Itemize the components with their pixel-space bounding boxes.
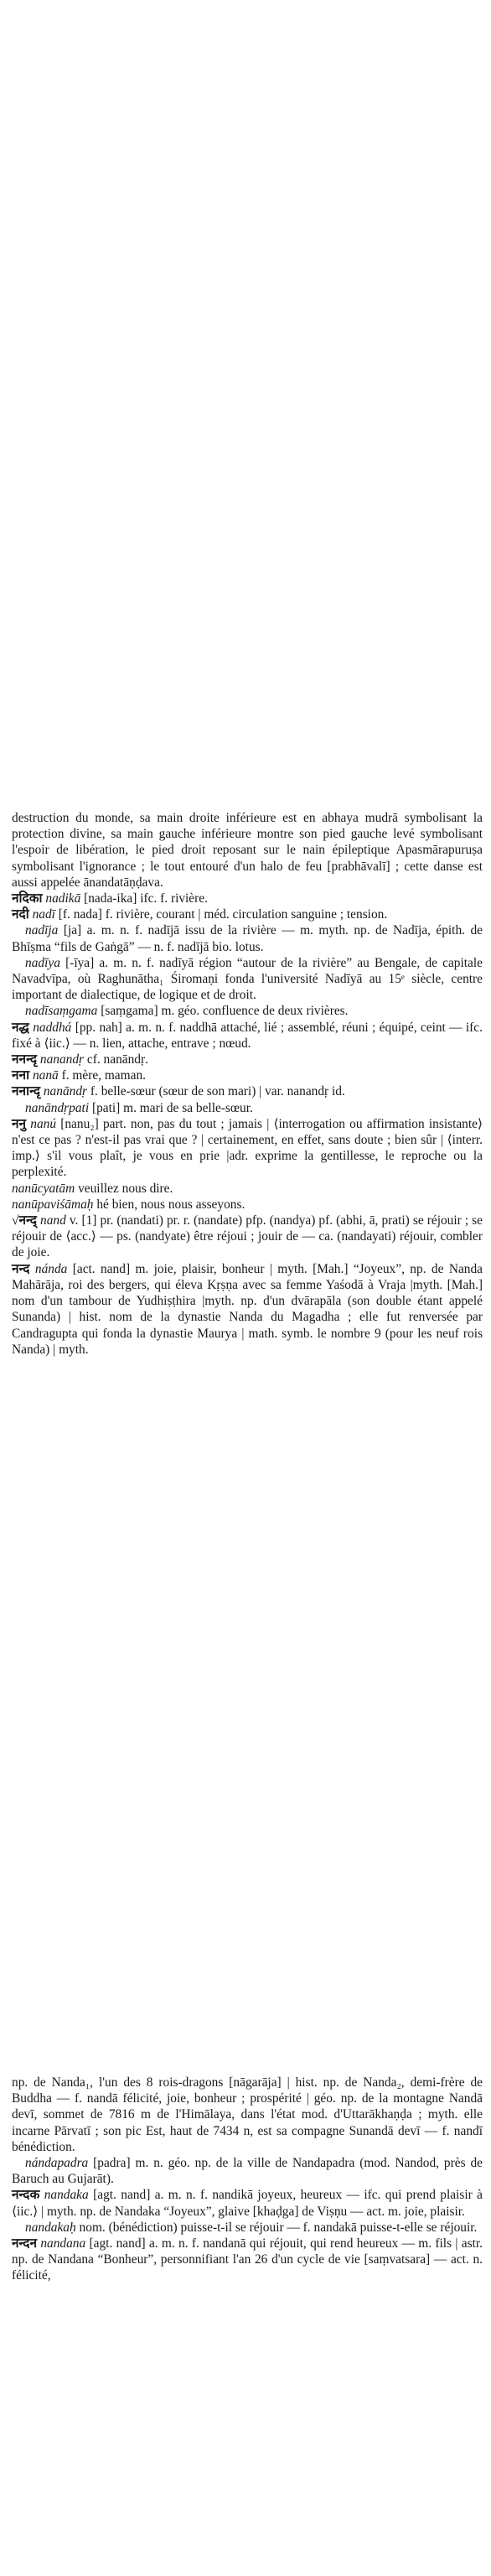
entry-lemma: nandakaḥ	[25, 2220, 76, 2235]
dictionary-entry	[12, 1083, 483, 1099]
entry-headword-devanagari: √नन्द्	[12, 1213, 37, 1228]
entry-headword-devanagari: नन्दक	[12, 2188, 40, 2203]
entry-definition: [pati] m. mari de sa belle-sœur.	[89, 1100, 253, 1115]
entry-lemma: nadī	[32, 907, 55, 922]
entry-definition: [-īya] a. m. n. f. nadīyā région “autour de la rivière” au Bengale, de capitale Navadvīpa, où Raghunātha₁ Śiromaṇi fonda l'université Nadīyā au 15ᵉ siècle, centre important de dialectique, de logique et de droit.	[12, 955, 483, 1003]
entry-definition: nom. (bénédiction) puisse-t-il se réjouir — f. nandakā puisse-t-elle se réjouir.	[75, 2220, 478, 2235]
entry-headword-devanagari: नन्दन	[12, 2236, 38, 2251]
entry-definition: [nada-ika] ifc. f. rivière.	[80, 891, 208, 906]
dictionary-entry	[12, 1261, 483, 1358]
entry-lemma: nadīya	[25, 955, 60, 970]
entry-definition: [pp. nah] a. m. n. f. naddhā attaché, lié ; assemblé, réuni ; équipé, ceint — ifc. fixé à ⟨iic.⟩ — n. lien, attache, entrave ; nœud.	[12, 1020, 483, 1051]
dictionary-entry	[12, 2187, 483, 2219]
entry-definition: [padra] m. n. géo. np. de la ville de Nandapadra (mod. Nandod, près de Baruch au Gujarāt).	[12, 2156, 483, 2187]
dictionary-entry	[12, 2236, 483, 2284]
entry-headword-devanagari: ननान्दृ	[12, 1084, 40, 1099]
entry-lemma: nadīja	[25, 923, 59, 938]
entry-definition: [f. nada] f. rivière, courant | méd. circulation sanguine ; tension.	[54, 907, 388, 922]
entry-headword-devanagari: ननन्दृ	[12, 1052, 38, 1067]
entry-definition: cf. nanāndṛ.	[84, 1052, 148, 1067]
dictionary-entry	[12, 891, 483, 906]
dictionary-entry	[12, 1116, 483, 1181]
entry-definition: veuillez nous dire.	[75, 1181, 173, 1196]
entry-headword-devanagari: ननु	[12, 1116, 27, 1131]
entry-lemma: nándapadra	[25, 2156, 89, 2171]
dictionary-entry	[12, 1067, 483, 1083]
entry-lemma: nanā	[32, 1068, 59, 1083]
entry-lemma: naddhá	[33, 1020, 72, 1035]
dictionary-entry	[12, 1003, 483, 1019]
entry-definition: destruction du monde, sa main droite inférieure est en abhaya mudrā symbolisant la protection divine, sa main gauche inférieure montre son pied gauche levé symbolisant l'espoir de libération, le pied droit reposant sur le nain épileptique Apasmārapuruṣa symbolisant l'ignorance ; le tout entouré d'un halo de feu [prabhāvalī] ; cette danse est aussi appelée ānandatāṇḍava.	[12, 811, 483, 890]
dictionary-entry	[12, 1213, 483, 1261]
entry-definition: hé bien, nous nous asseyons.	[93, 1197, 246, 1212]
entry-definition: [agt. nand] a. m. n. f. nandanā qui réjouit, qui rend heureux — m. fils | astr. np. de Nandana “Bonheur”, personnifiant l'an 26 d'un cycle de vie [saṃvatsara] — act. n. félicité,	[12, 2236, 483, 2283]
entry-lemma: nanāndṛpati	[25, 1100, 90, 1115]
entry-definition: f. mère, maman.	[58, 1068, 146, 1083]
dictionary-entry	[12, 2075, 483, 2155]
entry-lemma: nanú	[30, 1116, 57, 1131]
entry-lemma: nanūcyatām	[12, 1181, 75, 1196]
lower-text-block	[12, 2075, 483, 2284]
dictionary-entry	[12, 906, 483, 922]
entry-lemma: nandana	[40, 2236, 86, 2251]
entry-lemma: nanāndṛ	[43, 1084, 88, 1099]
entry-definition: f. belle-sœur (sœur de son mari) | var. nanandṛ id.	[87, 1084, 345, 1099]
dictionary-entry	[12, 1052, 483, 1067]
dictionary-entry	[12, 1181, 483, 1197]
entry-headword-devanagari: नद्ध	[12, 1020, 29, 1035]
dictionary-entry	[12, 922, 483, 954]
dictionary-entry	[12, 810, 483, 891]
entry-headword-devanagari: नदिका	[12, 891, 43, 906]
entry-lemma: nand	[40, 1213, 66, 1228]
entry-definition: [nanu₂] part. non, pas du tout ; jamais | ⟨interrogation ou affirmation insistante⟩ n'est ce pas ? n'est-il pas vrai que ? | certainement, en effet, sans doute ; bien sûr | ⟨interr. imp.⟩ s'il vous plaît, je vous en prie |adr. exprime la gentillesse, le reproche ou la perplexité.	[12, 1116, 483, 1180]
entry-definition: [saṃgama] m. géo. confluence de deux rivières.	[97, 1004, 349, 1019]
entry-lemma: nadikā	[45, 891, 81, 906]
dictionary-entry	[12, 2220, 483, 2236]
dictionary-entry	[12, 1100, 483, 1116]
entry-lemma: nadīsaṃgama	[25, 1004, 98, 1019]
entry-definition: [ja] a. m. n. f. nadījā issu de la rivière — m. myth. np. de Nadīja, épith. de Bhīṣma “fils de Gaṅgā” — n. f. nadījā bio. lotus.	[12, 923, 483, 954]
entry-headword-devanagari: नन्द	[12, 1261, 30, 1276]
entry-headword-devanagari: नना	[12, 1068, 30, 1083]
entry-definition: [agt. nand] a. m. n. f. nandikā joyeux, heureux — ifc. qui prend plaisir à ⟨iic.⟩ | myth. np. de Nandaka “Joyeux”, glaive [khaḍga] de Viṣṇu — act. m. joie, plaisir.	[12, 2188, 483, 2219]
entry-definition: np. de Nanda₁, l'un des 8 rois-dragons [nāgarāja] | hist. np. de Nanda₂, demi-frère de Buddha — f. nandā félicité, joie, bonheur ; prospérité | géo. np. de la montagne Nandā devī, sommet de 7816 m de l'Himālaya, dans l'état mod. d'Uttarākhaṇḍa ; myth. elle incarne Pārvatī ; son pic Est, haut de 7434 n, est sa compagne Sunandā devī — f. nandī bénédiction.	[12, 2075, 483, 2154]
entry-lemma: nandaka	[44, 2188, 89, 2203]
entry-definition: v. [1] pr. (nandati) pr. r. (nandate) pfp. (nandya) pf. (abhi, ā, prati) se réjouir ; se réjouir de ⟨acc.⟩ — ps. (nandyate) être réjoui ; jouir de — ca. (nandayati) réjouir, combler de joie.	[12, 1213, 483, 1260]
entry-headword-devanagari: नदी	[12, 907, 29, 922]
dictionary-entry	[12, 955, 483, 1004]
entry-lemma: nanūpaviśāmaḥ	[12, 1197, 94, 1212]
entry-definition: [act. nand] m. joie, plaisir, bonheur | myth. [Mah.] “Joyeux”, np. de Nanda Mahārāja, roi des bergers, qui éleva Kṛṣṇa avec sa femme Yaśodā à Vraja |myth. [Mah.] nom d'un tambour de Yudhiṣṭhira |myth. np. d'un dvārapāla (son double étant appelé Sunanda) | hist. nom de la dynastie Nanda du Magadha ; elle fut renversée par Candragupta qui fonda la dynastie Maurya | math. symb. le nombre 9 (pour les neuf rois Nanda) | myth.	[12, 1261, 483, 1357]
dictionary-entry	[12, 1020, 483, 1052]
dictionary-entry	[12, 2155, 483, 2187]
entry-lemma: nánda	[34, 1261, 68, 1276]
upper-text-block	[12, 810, 483, 1358]
dictionary-entry	[12, 1197, 483, 1213]
entry-lemma: nanandṛ	[39, 1052, 85, 1067]
